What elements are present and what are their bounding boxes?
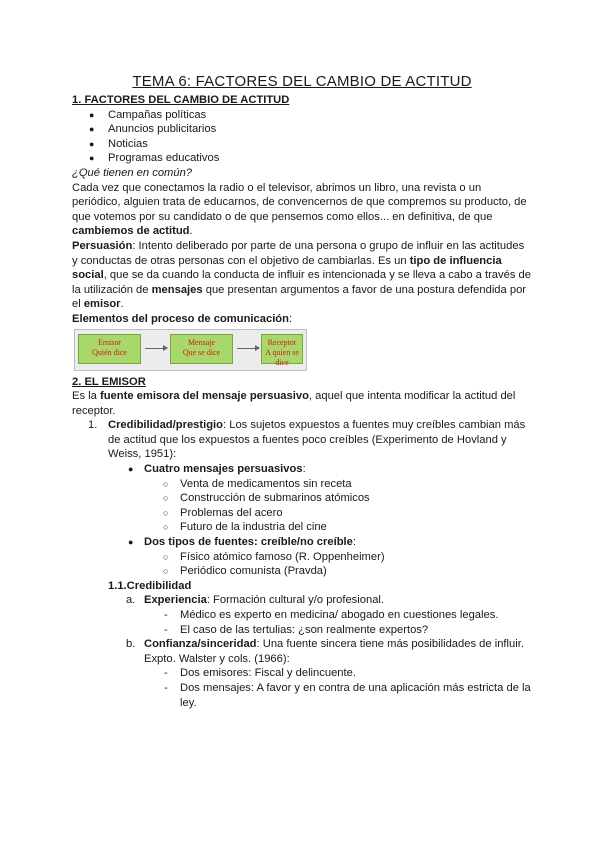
list-item: - El caso de las tertulias: ¿son realmente expertos? bbox=[164, 623, 429, 636]
sub-bullet-messages: ● Cuatro mensajes persuasivos: bbox=[128, 463, 306, 476]
bullet-icon: ● bbox=[89, 124, 95, 135]
bullet-list bbox=[72, 108, 532, 166]
list-item: - Dos emisores: Fiscal y delincuente. bbox=[164, 667, 356, 680]
elements-heading: Elementos del proceso de comunicación: bbox=[72, 312, 293, 325]
document-page bbox=[72, 73, 532, 710]
circle-bullet-icon: ○ bbox=[163, 566, 169, 577]
list-item: ○ Futuro de la industria del cine bbox=[163, 521, 327, 534]
list-item: ● Noticias bbox=[89, 137, 148, 150]
circle-bullet-icon: ○ bbox=[163, 551, 169, 562]
question-text: ¿Qué tienen en común? bbox=[72, 166, 193, 179]
communication-diagram bbox=[74, 329, 307, 371]
circle-bullet-icon: ○ bbox=[163, 522, 169, 533]
dash-bullet-icon: - bbox=[164, 609, 168, 621]
diagram-box-receptor: Receptor A quien se dice bbox=[261, 334, 303, 364]
list-item: - Dos mensajes: A favor y en contra de una aplicación más estricta de la ley. bbox=[164, 681, 531, 709]
lettered-item-confianza: b. Confianza/sinceridad: Una fuente sincera tiene más posibilidades de influir. Expto. Walster y cols. (1966): bbox=[126, 638, 524, 665]
list-item: ○ Venta de medicamentos sin receta bbox=[163, 477, 352, 490]
diagram-box-emisor: Emisor Quién dice bbox=[78, 334, 141, 364]
dash-bullet-icon: - bbox=[164, 667, 168, 680]
list-item: - Médico es experto en medicina/ abogado en cuestiones legales. bbox=[164, 609, 499, 621]
subsection-credibilidad: 1.1.Credibilidad bbox=[108, 579, 192, 592]
list-item: ○ Físico atómico famoso (R. Oppenheimer) bbox=[163, 550, 385, 563]
list-item: ● Anuncios publicitarios bbox=[89, 123, 217, 136]
lettered-item-experiencia: a. Experiencia: Formación cultural y/o profesional. bbox=[126, 594, 385, 607]
circle-bullet-icon: ○ bbox=[163, 493, 169, 504]
list-item: ● Programas educativos bbox=[89, 152, 220, 165]
list-item: ○ Problemas del acero bbox=[163, 506, 283, 519]
dash-bullet-icon: - bbox=[164, 681, 168, 694]
arrow-right-icon bbox=[145, 348, 167, 349]
list-item: ● Campañas políticas bbox=[89, 108, 207, 121]
numbered-item-credibility: 1. Credibilidad/prestigio: Los sujetos expuestos a fuentes muy creíbles cambian más de actitud que los expuestos a fuentes poco creíbles (Experimento de Hovland y Weiss, 1951): bbox=[88, 419, 526, 461]
bullet-icon: ● bbox=[128, 537, 134, 548]
bullet-icon: ● bbox=[89, 138, 95, 149]
section1-heading: 1. FACTORES DEL CAMBIO DE ACTITUD bbox=[72, 94, 290, 106]
section2-heading: 2. EL EMISOR bbox=[72, 375, 146, 388]
list-item: ○ Construcción de submarinos atómicos bbox=[163, 492, 370, 505]
bullet-icon: ● bbox=[89, 153, 95, 164]
circle-bullet-icon: ○ bbox=[163, 478, 169, 489]
paragraph-intro: Cada vez que conectamos la radio o el televisor, abrimos un libro, una revista o un periódico, alguien trata de educarnos, de convencernos de que compremos su producto, de que votemos por su candidato o de que pensemos como ellos... en definitiva, de que cambiemos de actitud. bbox=[72, 181, 527, 238]
bullet-icon: ● bbox=[128, 464, 134, 475]
bullet-icon: ● bbox=[89, 109, 95, 120]
list-item: ○ Periódico comunista (Pravda) bbox=[163, 565, 327, 578]
diagram-box-mensaje: Mensaje Que se dice bbox=[170, 334, 233, 364]
circle-bullet-icon: ○ bbox=[163, 507, 169, 518]
page-title: TEMA 6: FACTORES DEL CAMBIO DE ACTITUD bbox=[132, 73, 472, 90]
dash-bullet-icon: - bbox=[164, 623, 168, 636]
arrow-right-icon bbox=[237, 348, 259, 349]
emisor-intro: Es la fuente emisora del mensaje persuasivo, aquel que intenta modificar la actitud del receptor. bbox=[72, 390, 516, 417]
sub-bullet-sources: ● Dos tipos de fuentes: creíble/no creíble: bbox=[128, 536, 356, 549]
paragraph-persuasion: Persuasión: Intento deliberado por parte de una persona o grupo de influir en las actitudes y conductas de otras personas con el objetivo de cambiarlas. Es un tipo de influencia social, que se da cuando la conducta de influir es intencionada y se lleva a cabo a través de la utilización de mensajes que presentan argumentos a favor de una postura defendida por el emisor. bbox=[72, 239, 531, 311]
